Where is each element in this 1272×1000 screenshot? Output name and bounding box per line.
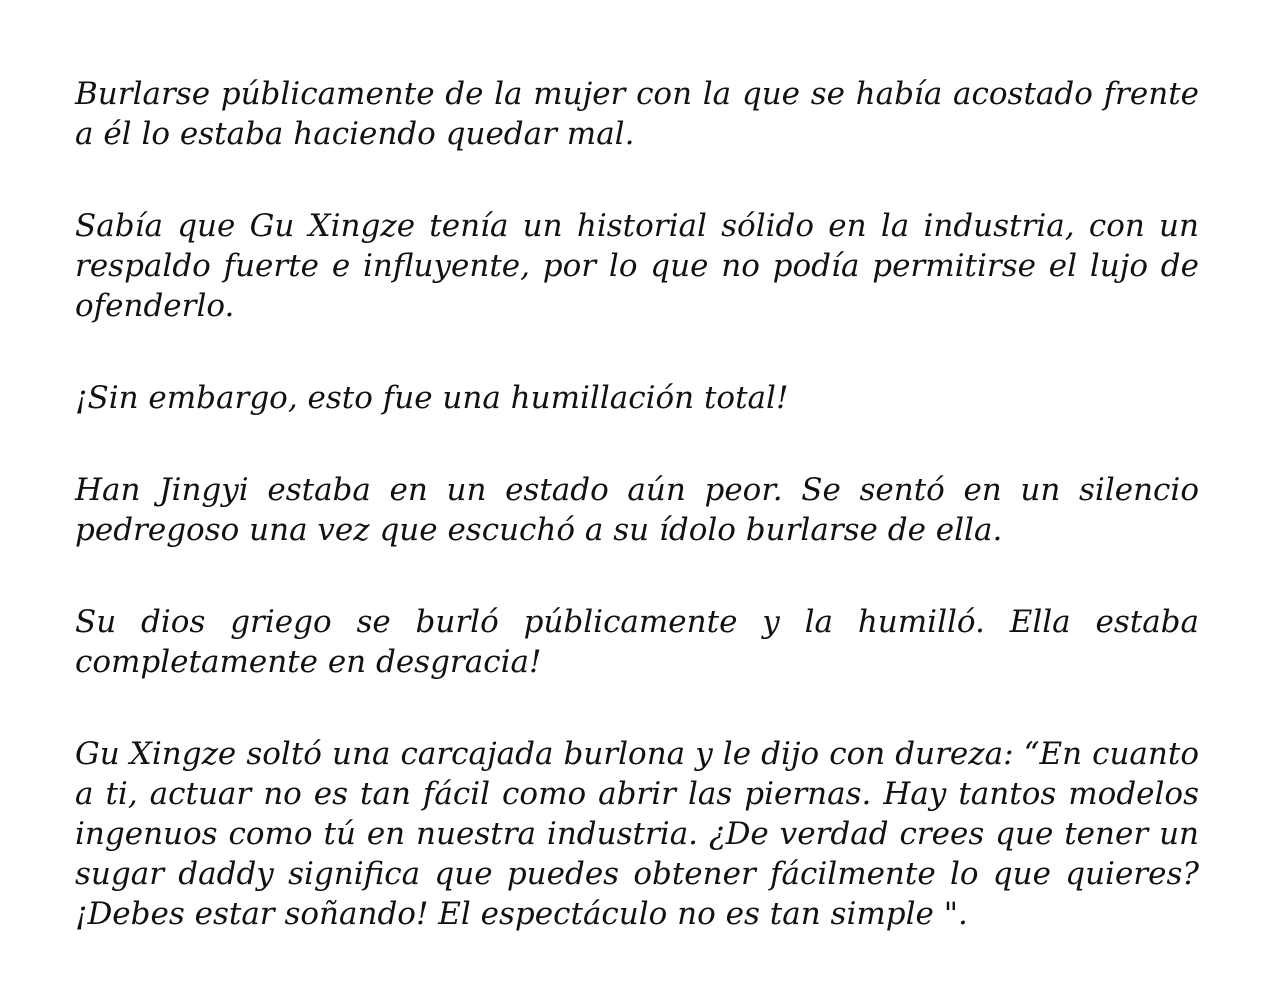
paragraph-1: Burlarse públicamente de la mujer con la que se había acostado frente a él lo estaba haciendo quedar mal.	[75, 76, 1199, 152]
paragraph-3: ¡Sin embargo, esto fue una humillación total!	[75, 380, 789, 416]
paragraph-2: Sabía que Gu Xingze tenía un historial sólido en la industria, con un respaldo fuerte e influyente, por lo que no podía permitirse el lujo de ofenderlo.	[75, 208, 1199, 324]
paragraph-5: Su dios griego se burló públicamente y la humilló. Ella estaba completamente en desgracia!	[75, 604, 1199, 680]
paragraph-4: Han Jingyi estaba en un estado aún peor. Se sentó en un silencio pedregoso una vez que escuchó a su ídolo burlarse de ella.	[75, 472, 1199, 548]
paragraph-6: Gu Xingze soltó una carcajada burlona y le dijo con dureza: “En cuanto a ti, actuar no es tan fácil como abrir las piernas. Hay tantos modelos ingenuos como tú en nuestra industria. ¿De verdad crees que tener un sugar daddy significa que puedes obtener fácilmente lo que quieres? ¡Debes estar soñando! El espectáculo no es tan simple ".	[75, 736, 1199, 932]
document-body	[75, 74, 1199, 986]
